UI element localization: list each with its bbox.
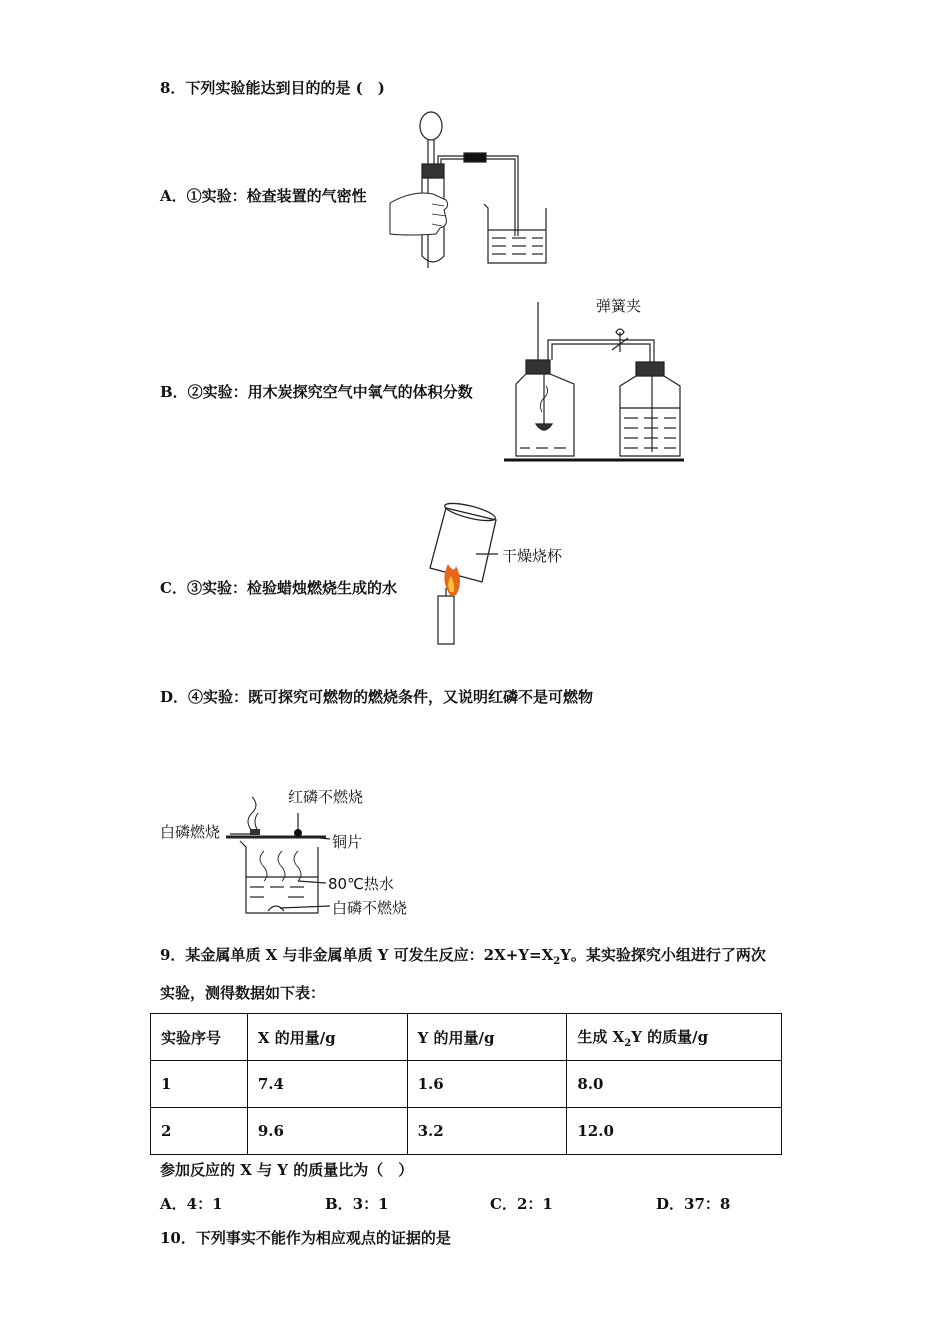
table-cell: 12.0 <box>567 1108 782 1155</box>
q9-stem-line1 <box>160 945 766 972</box>
q9-choice-a[interactable]: A．4：1 <box>160 1195 223 1213</box>
q8-option-c[interactable]: C．③实验：检验蜡烛燃烧生成的水 <box>160 579 397 597</box>
table-cell: 2 <box>151 1108 248 1155</box>
header-product-pre: 生成 X <box>577 1027 625 1046</box>
q9-stem-line2: 实验，测得数据如下表： <box>160 984 326 1002</box>
table-cell: 1.6 <box>407 1061 567 1108</box>
q8-option-a[interactable]: A．①实验：检查装置的气密性 <box>160 187 367 205</box>
header-trial: 实验序号 <box>151 1014 248 1061</box>
label-white-phosphorus-not-burning: 白磷不燃烧 <box>332 899 408 917</box>
label-hot-water: 80℃热水 <box>328 875 394 893</box>
q8-option-d[interactable]: D．④实验：既可探究可燃物的燃烧条件，又说明红磷不是可燃物 <box>160 688 594 706</box>
header-product-post: Y 的质量/g <box>631 1027 709 1046</box>
q9-question: 参加反应的 X 与 Y 的质量比为（ ） <box>160 1161 414 1179</box>
table-cell: 1 <box>151 1061 248 1108</box>
table-row <box>151 1061 782 1108</box>
label-spring-clamp: 弹簧夹 <box>596 297 642 315</box>
label-copper-sheet: 铜片 <box>332 833 363 851</box>
label-red-phosphorus-not-burning: 红磷不燃烧 <box>288 788 364 806</box>
header-x-amount: X 的用量/g <box>247 1014 407 1061</box>
table-cell: 7.4 <box>247 1061 407 1108</box>
q9-stem-part1: 9．某金属单质 X 与非金属单质 Y 可发生反应：2X+Y=X <box>160 946 554 964</box>
header-product-sub: 2 <box>624 1037 632 1049</box>
table-header-row <box>151 1014 782 1061</box>
q8-stem: 8．下列实验能达到目的的是 ( ) <box>160 79 385 97</box>
q9-stem-subscript: 2 <box>553 956 561 967</box>
header-product-mass <box>567 1014 782 1061</box>
label-white-phosphorus-burning: 白磷燃烧 <box>160 823 221 841</box>
q9-choice-b[interactable]: B．3：1 <box>325 1195 389 1213</box>
q10-stem: 10．下列事实不能作为相应观点的证据的是 <box>160 1229 451 1247</box>
q9-choice-d[interactable]: D．37：8 <box>656 1195 731 1213</box>
table-cell: 9.6 <box>247 1108 407 1155</box>
experiment-data-table <box>150 1013 782 1155</box>
table-row <box>151 1108 782 1155</box>
table-cell: 8.0 <box>567 1061 782 1108</box>
q9-choice-c[interactable]: C．2：1 <box>490 1195 553 1213</box>
fig-oxygen-volume-apparatus <box>504 302 684 467</box>
q9-stem-part2: Y。某实验探究小组进行了两次 <box>560 946 766 964</box>
label-dry-beaker: 干燥烧杯 <box>502 547 563 565</box>
fig-candle-beaker <box>420 500 510 645</box>
fig-combustion-conditions <box>226 793 336 918</box>
fig-airtightness-apparatus <box>388 108 548 268</box>
header-y-amount: Y 的用量/g <box>407 1014 567 1061</box>
q8-option-b[interactable]: B．②实验：用木炭探究空气中氧气的体积分数 <box>160 383 473 401</box>
table-cell: 3.2 <box>407 1108 567 1155</box>
